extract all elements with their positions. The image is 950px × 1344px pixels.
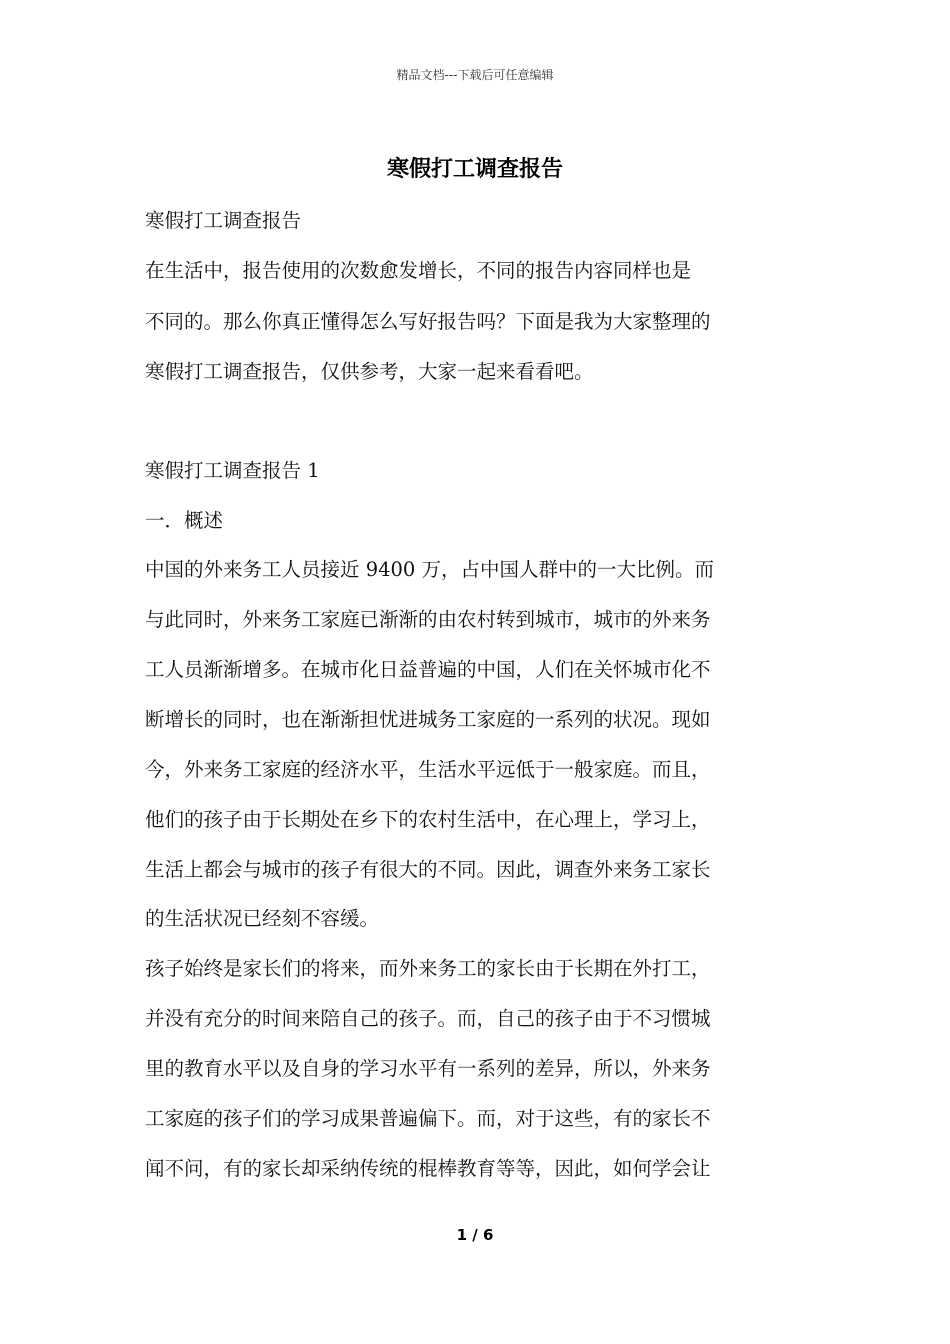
page-number: 1 / 6 bbox=[456, 1226, 494, 1244]
intro-line-2: 不同的。那么你真正懂得怎么写好报告吗？下面是我为大家整理的 bbox=[145, 310, 711, 333]
paragraph-1-line-6: 他们的孩子由于长期处在乡下的农村生活中，在心理上，学习上， bbox=[145, 808, 711, 831]
document-title: 寒假打工调查报告 bbox=[386, 156, 563, 182]
paragraph-1-line-8: 的生活状况已经刻不容缓。 bbox=[145, 907, 380, 930]
paragraph-1-line-2: 与此同时，外来务工家庭已渐渐的由农村转到城市，城市的外来务 bbox=[145, 608, 711, 631]
section-heading: 寒假打工调查报告 1 bbox=[145, 459, 320, 482]
paragraph-1-line-5: 今，外来务工家庭的经济水平，生活水平远低于一般家庭。而且， bbox=[145, 758, 711, 781]
subtitle-line: 寒假打工调查报告 bbox=[145, 209, 302, 232]
paragraph-2-line-4: 工家庭的孩子们的学习成果普遍偏下。而，对于这些，有的家长不 bbox=[145, 1107, 711, 1130]
paragraph-2-line-3: 里的教育水平以及自身的学习水平有一系列的差异，所以，外来务 bbox=[145, 1057, 711, 1080]
paragraph-2-line-1: 孩子始终是家长们的将来，而外来务工的家长由于长期在外打工， bbox=[145, 957, 711, 980]
subsection-heading: 一．概述 bbox=[145, 509, 224, 532]
paragraph-1-line-4: 断增长的同时，也在渐渐担忧进城务工家庭的一系列的状况。现如 bbox=[145, 708, 711, 731]
paragraph-1-line-7: 生活上都会与城市的孩子有很大的不同。因此，调查外来务工家长 bbox=[145, 858, 711, 881]
intro-line-1: 在生活中，报告使用的次数愈发增长，不同的报告内容同样也是 bbox=[145, 259, 692, 282]
header-note: 精品文档---下载后可任意编辑 bbox=[396, 68, 554, 82]
paragraph-2-line-2: 并没有充分的时间来陪自己的孩子。而，自己的孩子由于不习惯城 bbox=[145, 1007, 711, 1030]
intro-line-3: 寒假打工调查报告，仅供参考，大家一起来看看吧。 bbox=[145, 360, 594, 383]
paragraph-2-line-5: 闻不问，有的家长却采纳传统的棍棒教育等等，因此，如何学会让 bbox=[145, 1157, 711, 1180]
paragraph-1-line-1: 中国的外来务工人员接近 9400 万，占中国人群中的一大比例。而 bbox=[145, 558, 715, 581]
paragraph-1-line-3: 工人员渐渐增多。在城市化日益普遍的中国，人们在关怀城市化不 bbox=[145, 658, 711, 681]
